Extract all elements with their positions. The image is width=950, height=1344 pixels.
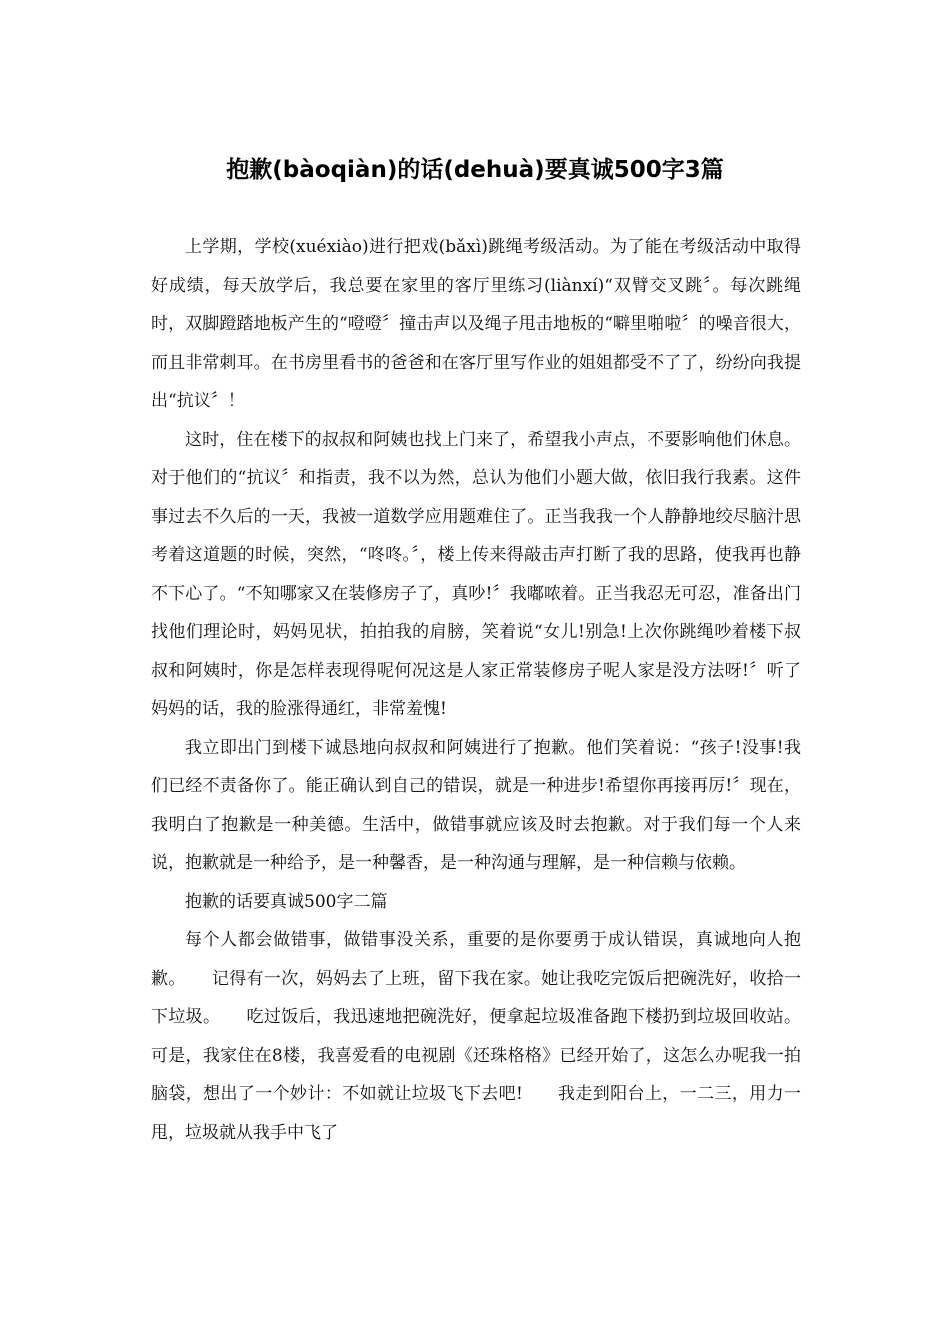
document-title: 抱歉(bàoqiàn)的话(dehuà)要真诚500字3篇 [226, 157, 724, 183]
document-body [151, 228, 801, 1152]
paragraph: 这时，住在楼下的叔叔和阿姨也找上门来了，希望我小声点，不要影响他们休息。对于他们的“抗议〞和指责，我不以为然，总认为他们小题大做，依旧我行我素。这件事过去不久后的一天，我被一道数学应用题难住了。正当我我一个人静静地绞尽脑汁思考着这道题的时候，突然，“咚咚。〞，楼上传来得敲击声打断了我的思路，使我再也静不下心了。“不知哪家又在装修房子了，真吵!〞我嘟哝着。正当我忍无可忍，准备出门找他们理论时，妈妈见状，拍拍我的肩膀，笑着说“女儿!别急!上次你跳绳吵着楼下叔叔和阿姨时，你是怎样表现得呢何况这是人家正常装修房子呢人家是没方法呀!〞听了妈妈的话，我的脸涨得通红，非常羞愧! [151, 429, 801, 719]
section-heading: 抱歉的话要真诚500字二篇 [185, 891, 388, 912]
paragraph: 上学期，学校(xuéxiào)进行把戏(bǎxì)跳绳考级活动。为了能在考级活动中取得好成绩，每天放学后，我总要在家里的客厅里练习(liànxí)“双臂交叉跳〞。每次跳绳时，双脚蹬踏地板产生的“噔噔〞撞击声以及绳子甩击地板的“噼里啪啦〞的噪音很大，而且非常刺耳。在书房里看书的爸爸和在客厅里写作业的姐姐都受不了了，纷纷向我提出“抗议〞！ [151, 237, 801, 411]
paragraph: 我立即出门到楼下诚恳地向叔叔和阿姨进行了抱歉。他们笑着说：“孩子!没事!我们已经不责备你了。能正确认到自己的错误，就是一种进步!希望你再接再厉!〞现在，我明白了抱歉是一种美德。生活中，做错事就应该及时去抱歉。对于我们每一个人来说，抱歉就是一种给予，是一种馨香，是一种沟通与理解，是一种信赖与依赖。 [151, 737, 801, 873]
paragraph: 每个人都会做错事，做错事没关系，重要的是你要勇于成认错误，真诚地向人抱歉。 记得有一次，妈妈去了上班，留下我在家。她让我吃完饭后把碗洗好，收拾一下垃圾。 吃过饭后，我迅速地把碗洗好，便拿起垃圾准备跑下楼扔到垃圾回收站。可是，我家住在8楼，我喜爱看的电视剧《还珠格格》已经开始了，这怎么办呢我一拍脑袋，想出了一个妙计：不如就让垃圾飞下去吧! 我走到阳台上，一二三，用力一甩，垃圾就从我手中飞了 [151, 930, 801, 1143]
